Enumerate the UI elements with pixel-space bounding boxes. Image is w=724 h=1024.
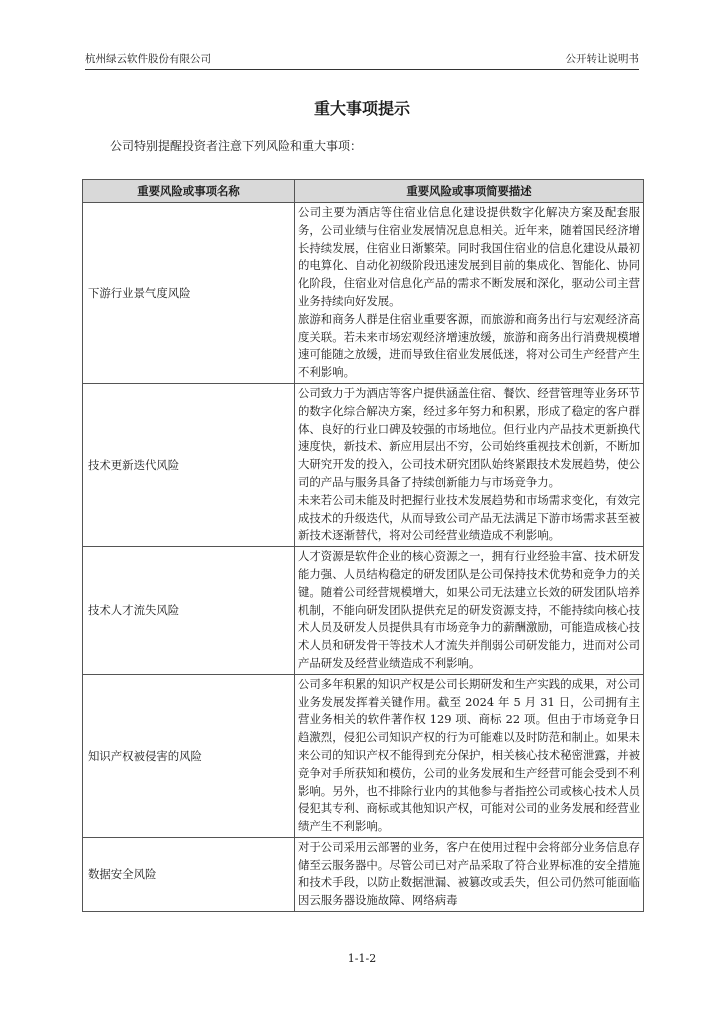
description-paragraph: 对于公司采用云部署的业务，客户在使用过程中会将部分业务信息存储至云服务器中。尽管公司已对产品采取了符合业界标准的安全措施和技术手段，以防止数据泄漏、被篡改或丢失，但公司仍然可能面临因云服务器设施故障、网络病毒 [298,839,640,908]
intro-text: 公司特别提醒投资者注意下列风险和重大事项： [110,139,363,153]
company-name: 杭州绿云软件股份有限公司 [85,53,211,65]
table-row [83,547,644,675]
risk-description [295,203,644,384]
risk-name: 知识产权被侵害的风险 [83,674,295,837]
document-type: 公开转让说明书 [565,53,639,65]
risk-description [295,837,644,911]
page-number: 1-1-2 [347,952,377,965]
description-paragraph: 公司致力于为酒店等客户提供涵盖住宿、餐饮、经营管理等业务环节的数字化综合解决方案，经过多年努力和积累，形成了稳定的客户群体、良好的行业口碑及较强的市场地位。但行业内产品技术更新换代速度快，新技术、新应用层出不穷，公司始终重视技术创新，不断加大研究开发的投入，公司技术研究团队始终紧跟技术发展趋势，使公司的产品与服务具备了持续创新能力与市场竞争力。 [298,385,640,489]
risk-name: 下游行业景气度风险 [83,203,295,384]
risk-name: 数据安全风险 [83,837,295,911]
section-title: 重大事项提示 [313,99,410,118]
table-row [83,837,644,911]
description-paragraph: 公司多年积累的知识产权是公司长期研发和生产实践的成果，对公司业务发展发挥着关键作用。截至 2024 年 5 月 31 日，公司拥有主营业务相关的软件著作权 129 项、商标 22 项。但由于市场竞争日趋激烈，侵犯公司知识产权的行为可能难以及时防范和制止。如果未来公司的知识产权不能得到充分保护，相关核心技术秘密泄露，并被竞争对手所获知和模仿，公司的业务发展和生产经营可能会受到不利影响。另外，也不排除行业内的其他参与者指控公司或核心技术人员侵犯其专利、商标或其他知识产权，可能对公司的业务发展和经营业绩产生不利影响。 [298,676,640,834]
risk-description [295,383,644,546]
description-paragraph: 未来若公司未能及时把握行业技术发展趋势和市场需求变化，有效完成技术的升级迭代，从而导致公司产品无法满足下游市场需求甚至被新技术逐渐替代，将对公司经营业绩造成不利影响。 [298,492,640,543]
column-header-description: 重要风险或事项简要描述 [295,180,644,203]
column-header-name: 重要风险或事项名称 [83,180,295,203]
table-row [83,674,644,837]
risk-name: 技术更新迭代风险 [83,383,295,546]
risk-description [295,547,644,675]
risk-description [295,674,644,837]
table-row [83,203,644,384]
table-header-row [83,180,644,203]
page-header [85,51,639,70]
table-row [83,383,644,546]
description-paragraph: 公司主要为酒店等住宿业信息化建设提供数字化解决方案及配套服务，公司业绩与住宿业发展情况息息相关。近年来，随着国民经济增长持续发展，住宿业日渐繁荣。同时我国住宿业的信息化建设从最初的电算化、自动化初级阶段迅速发展到目前的集成化、智能化、协同化阶段，住宿业对信息化产品的需求不断发展和深化，驱动公司主营业务持续向好发展。 [298,205,640,308]
description-paragraph: 旅游和商务人群是住宿业重要客源，而旅游和商务出行与宏观经济高度关联。若未来市场宏观经济增速放缓，旅游和商务出行消费规模增速可能随之放缓，进而导致住宿业发展低迷，将对公司生产经营产生不利影响。 [298,311,640,380]
description-paragraph: 人才资源是软件企业的核心资源之一，拥有行业经验丰富、技术研发能力强、人员结构稳定的研发团队是公司保持技术优势和竞争力的关键。随着公司经营规模增大，如果公司无法建立长效的研发团队培养机制，不能向研发团队提供充足的研发资源支持，不能持续向核心技术人员及研发人员提供具有市场竞争力的薪酬激励，可能造成核心技术人员和研发骨干等技术人才流失并削弱公司研发能力，进而对公司产品研发及经营业绩造成不利影响。 [298,549,640,670]
risk-name: 技术人才流失风险 [83,547,295,675]
risk-table [82,179,644,912]
